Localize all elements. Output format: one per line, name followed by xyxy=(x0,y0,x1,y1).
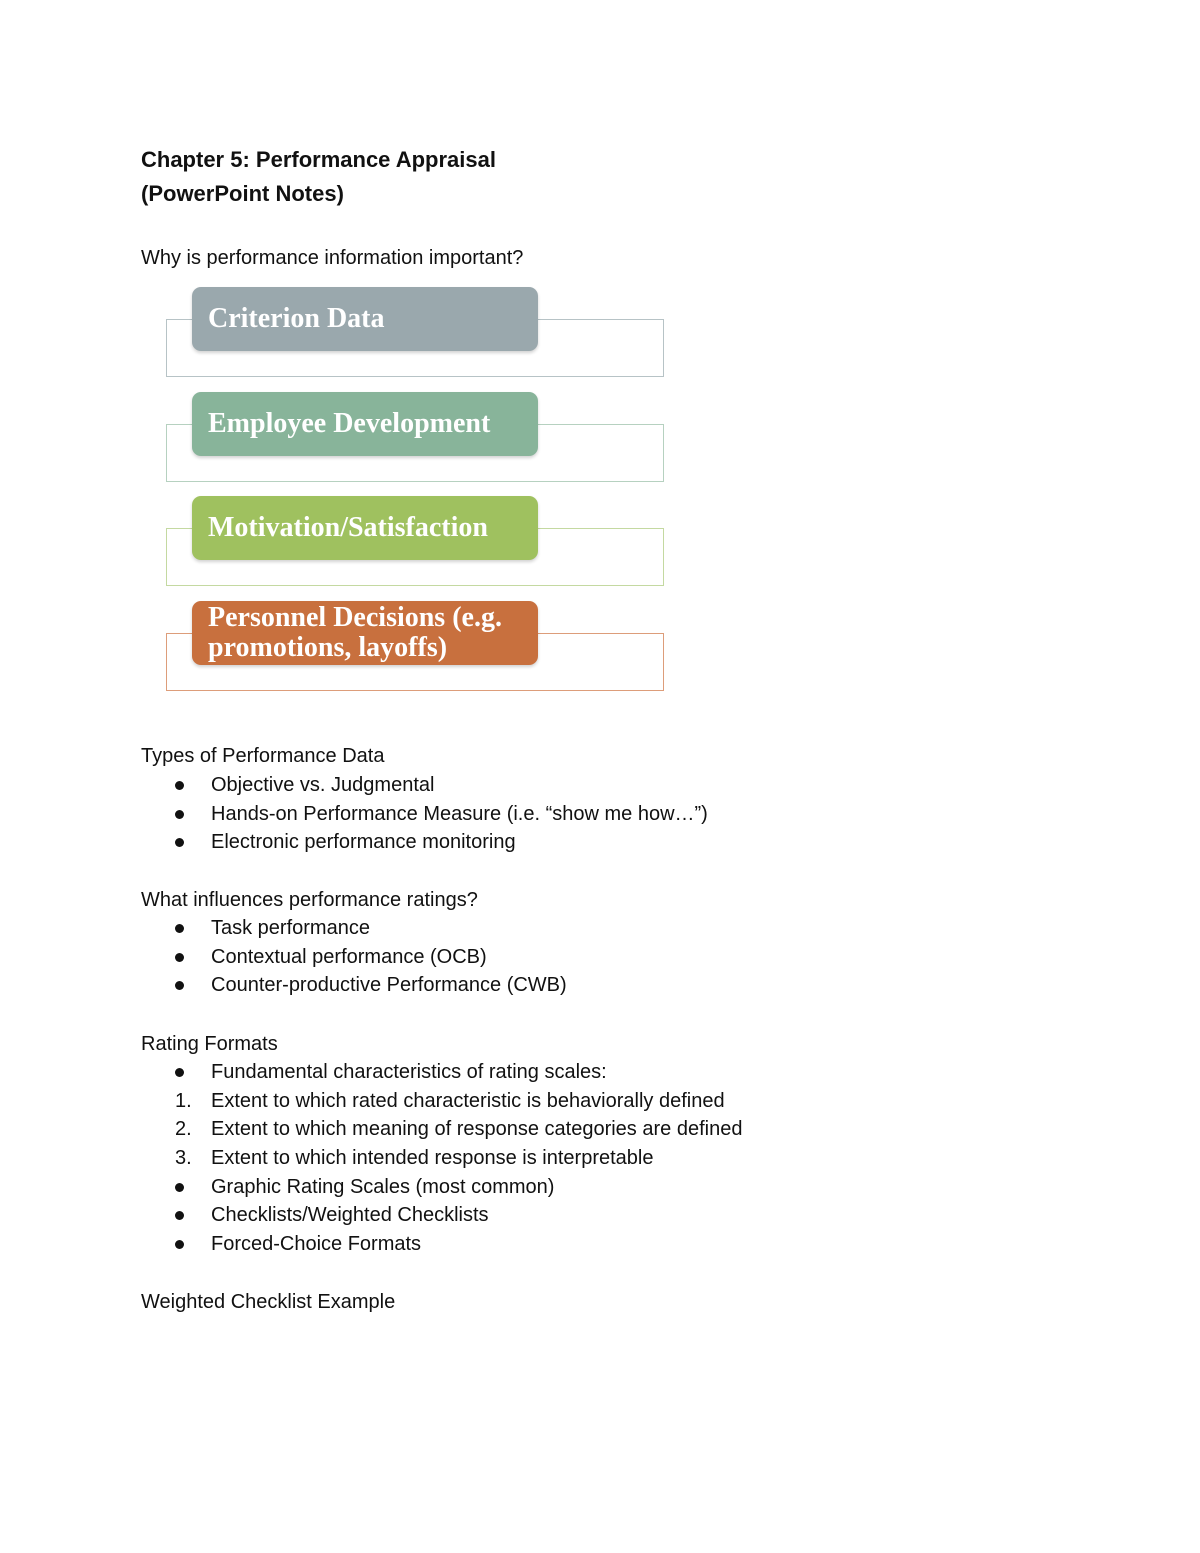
list-item-text: Forced-Choice Formats xyxy=(211,1233,422,1256)
influences-heading: What influences performance ratings? xyxy=(141,889,478,911)
bullet-icon xyxy=(175,1240,184,1249)
list-item-text: Extent to which intended response is interpretable xyxy=(211,1147,654,1170)
list-item-text: Objective vs. Judgmental xyxy=(211,774,435,796)
bullet-icon xyxy=(175,1068,184,1077)
bullet-icon xyxy=(175,838,184,847)
list-item-text: Extent to which meaning of response categories are defined xyxy=(211,1118,743,1141)
bullet-icon xyxy=(175,1183,184,1192)
bullet-icon xyxy=(175,781,184,790)
diagram-item-employee-development xyxy=(192,392,538,456)
chapter-title: Chapter 5: Performance Appraisal xyxy=(141,147,496,172)
bullet-icon xyxy=(175,953,184,962)
list-item-text: Hands-on Performance Measure (i.e. “show me how…”) xyxy=(211,802,708,825)
bullet-icon xyxy=(175,924,184,933)
diagram-item-personnel-decisions xyxy=(192,601,538,665)
list-number: 3. xyxy=(175,1147,192,1170)
diagram-item-label: Criterion Data xyxy=(208,303,385,334)
list-item-text: Task performance xyxy=(211,917,370,939)
performance-uses-diagram xyxy=(160,284,670,700)
diagram-item-label: Motivation/Satisfaction xyxy=(208,512,488,543)
example-heading: Weighted Checklist Example xyxy=(141,1291,396,1313)
list-item-text: Checklists/Weighted Checklists xyxy=(211,1204,489,1227)
list-item-text: Fundamental characteristics of rating scales: xyxy=(211,1061,607,1083)
diagram-item-label: Employee Development xyxy=(208,408,491,439)
diagram-item-criterion-data xyxy=(192,287,538,351)
list-item-text: Extent to which rated characteristic is behaviorally defined xyxy=(211,1089,725,1112)
diagram-item-label-line1: Personnel Decisions (e.g. xyxy=(208,602,502,633)
chapter-subtitle: (PowerPoint Notes) xyxy=(141,181,344,206)
list-number: 2. xyxy=(175,1118,192,1141)
list-number: 1. xyxy=(175,1089,192,1112)
bullet-icon xyxy=(175,1211,184,1220)
types-heading: Types of Performance Data xyxy=(141,745,385,767)
formats-heading: Rating Formats xyxy=(141,1033,278,1055)
importance-question: Why is performance information important? xyxy=(141,247,524,269)
list-item-text: Counter-productive Performance (CWB) xyxy=(211,974,567,997)
diagram-item-label-line2: promotions, layoffs) xyxy=(208,632,448,663)
diagram-item-motivation-satisfaction xyxy=(192,496,538,560)
bullet-icon xyxy=(175,810,184,819)
bullet-icon xyxy=(175,981,184,990)
list-item-text: Graphic Rating Scales (most common) xyxy=(211,1175,555,1198)
list-item-text: Contextual performance (OCB) xyxy=(211,945,487,968)
list-item-text: Electronic performance monitoring xyxy=(211,831,516,854)
